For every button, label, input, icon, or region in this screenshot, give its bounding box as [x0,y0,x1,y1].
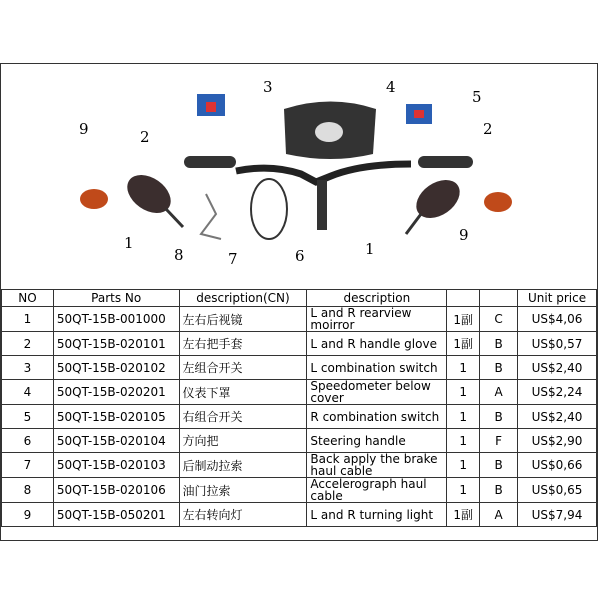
cell-cls: C [480,307,518,332]
cell-cn: 左右把手套 [179,332,307,356]
table-row [2,453,597,478]
cell-qty: 1 [447,405,480,429]
callout-5: 5 [472,88,482,106]
cell-no: 1 [2,307,54,332]
table-row [2,405,597,429]
cell-no: 7 [2,453,54,478]
table-row [2,380,597,405]
cell-price: US$0,57 [518,332,597,356]
cell-qty: 1 [447,453,480,478]
cell-cn: 油门拉索 [179,478,307,503]
cell-desc: R combination switch [307,405,447,429]
table-row [2,307,597,332]
cell-part: 50QT-15B-020201 [53,380,179,405]
callout-7: 7 [228,250,238,268]
cell-part: 50QT-15B-020106 [53,478,179,503]
cell-desc: Back apply the brake haul cable [307,453,447,478]
cell-desc: L combination switch [307,356,447,380]
callout-9: 9 [79,120,89,138]
cell-cls: B [480,453,518,478]
table-row [2,429,597,453]
cell-qty: 1 [447,380,480,405]
callout-2-right: 2 [483,120,493,138]
cell-price: US$2,40 [518,356,597,380]
cell-desc: L and R handle glove [307,332,447,356]
col-qty [447,290,480,307]
cell-no: 9 [2,503,54,527]
table-row [2,332,597,356]
cell-cn: 左组合开关 [179,356,307,380]
cell-no: 2 [2,332,54,356]
col-no: NO [2,290,54,307]
cell-cls: F [480,429,518,453]
callout-6: 6 [295,247,305,265]
cell-cn: 后制动拉索 [179,453,307,478]
cell-part: 50QT-15B-020103 [53,453,179,478]
cell-price: US$4,06 [518,307,597,332]
col-class [480,290,518,307]
callout-1-right: 1 [365,240,375,258]
col-description-cn: description(CN) [179,290,307,307]
callout-2: 2 [140,128,150,146]
cell-cls: B [480,356,518,380]
cell-price: US$2,40 [518,405,597,429]
callout-8: 8 [174,246,184,264]
cell-part: 50QT-15B-050201 [53,503,179,527]
cell-part: 50QT-15B-020104 [53,429,179,453]
cell-price: US$2,24 [518,380,597,405]
cell-price: US$0,66 [518,453,597,478]
cell-price: US$0,65 [518,478,597,503]
cell-cls: B [480,405,518,429]
cell-qty: 1 [447,478,480,503]
cell-no: 4 [2,380,54,405]
cell-no: 3 [2,356,54,380]
cell-cn: 右组合开关 [179,405,307,429]
cell-no: 6 [2,429,54,453]
callout-4: 4 [386,78,396,96]
cell-part: 50QT-15B-020105 [53,405,179,429]
cell-price: US$2,90 [518,429,597,453]
callout-1: 1 [124,234,134,252]
table-row [2,503,597,527]
cell-no: 5 [2,405,54,429]
callout-3: 3 [263,78,273,96]
cell-desc: L and R turning light [307,503,447,527]
cell-qty: 1 [447,429,480,453]
cell-cn: 左右后视镜 [179,307,307,332]
cell-cn: 左右转向灯 [179,503,307,527]
cell-qty: 1副 [447,503,480,527]
cell-desc: Accelerograph haul cable [307,478,447,503]
cell-cls: B [480,478,518,503]
cell-part: 50QT-15B-020102 [53,356,179,380]
col-description: description [307,290,447,307]
cell-price: US$7,94 [518,503,597,527]
parts-sheet [0,63,598,541]
cell-cls: A [480,503,518,527]
cell-no: 8 [2,478,54,503]
cell-desc: L and R rearview moirror [307,307,447,332]
table-row [2,356,597,380]
cell-cn: 方向把 [179,429,307,453]
exploded-parts-diagram [1,64,597,286]
parts-table [1,289,597,527]
cell-cn: 仪表下罩 [179,380,307,405]
cell-qty: 1副 [447,307,480,332]
cell-desc: Steering handle [307,429,447,453]
cell-cls: B [480,332,518,356]
cell-qty: 1副 [447,332,480,356]
cell-desc: Speedometer below cover [307,380,447,405]
callout-9-right: 9 [459,226,469,244]
cell-cls: A [480,380,518,405]
cell-part: 50QT-15B-020101 [53,332,179,356]
cell-part: 50QT-15B-001000 [53,307,179,332]
table-header [2,290,597,307]
col-parts-no: Parts No [53,290,179,307]
col-unit-price: Unit price [518,290,597,307]
table-row [2,478,597,503]
cell-qty: 1 [447,356,480,380]
